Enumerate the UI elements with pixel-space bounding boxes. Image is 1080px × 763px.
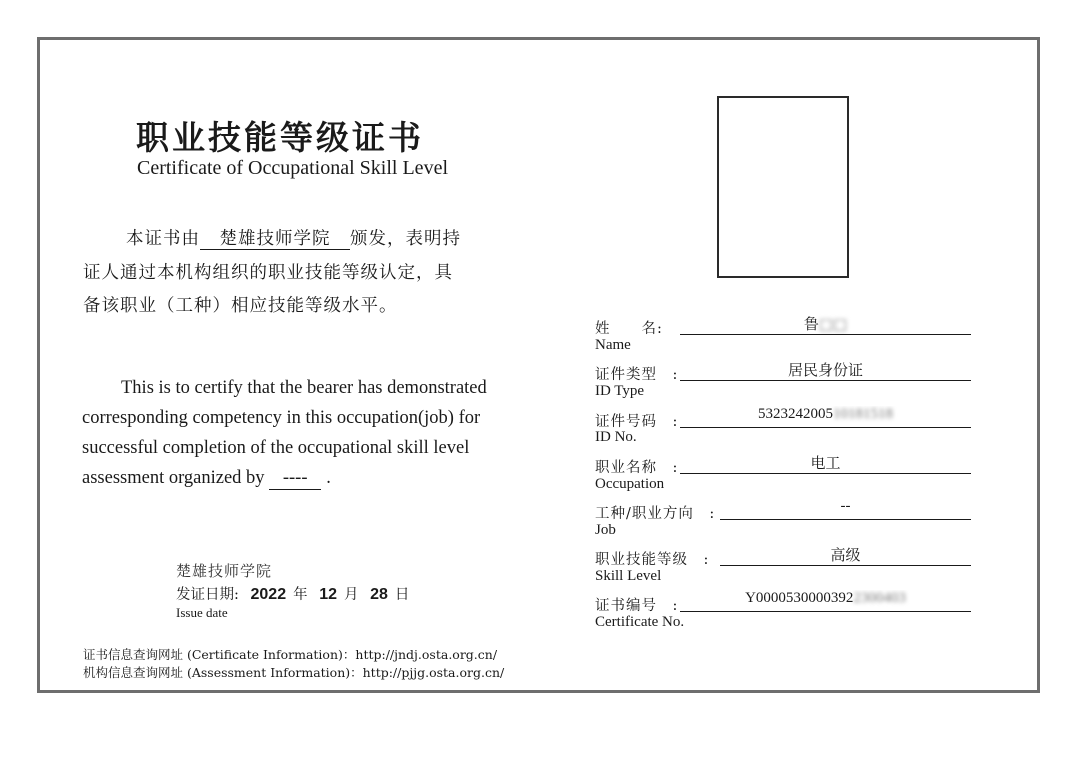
id-type-label-en: ID Type <box>595 383 645 399</box>
occupation-label-en: Occupation <box>595 476 665 492</box>
en-statement-line-2: corresponding competency in this occupation(job) for <box>82 408 481 428</box>
cert-no-value-visible: Y0000530000392 <box>745 590 854 606</box>
issue-date-year: 2022 <box>250 586 287 603</box>
issue-date-day: 28 <box>370 586 388 603</box>
assessment-info-url: 机构信息查询网址 (Assessment Information)：http://pjjg.osta.org.cn/ <box>83 665 505 680</box>
issuer-name: 楚雄技师学院 <box>176 562 273 580</box>
en-statement-line-1: This is to certify that the bearer has demonstrated <box>121 378 487 398</box>
skill-level-label-cn: 职业技能等级 : <box>595 552 710 568</box>
name-value <box>680 313 971 334</box>
certificate-title-en: Certificate of Occupational Skill Level <box>137 157 448 179</box>
occupation-value: 电工 <box>810 454 841 472</box>
en-statement-line-4 <box>82 468 331 490</box>
skill-level-value: 高级 <box>830 546 861 564</box>
name-value-visible: 鲁 <box>803 315 819 333</box>
id-no-label-cn: 证件号码 : <box>595 414 679 430</box>
name-value-redacted: □□ <box>818 315 848 333</box>
cert-no-label-en: Certificate No. <box>595 614 685 630</box>
skill-level-label-en: Skill Level <box>595 568 662 584</box>
cert-no-field <box>680 590 971 612</box>
id-no-value-redacted: 10181518 <box>833 406 893 422</box>
issue-date <box>176 583 409 604</box>
issue-date-month-unit: 月 <box>344 587 359 603</box>
job-label-en: Job <box>595 522 616 538</box>
issue-date-month: 12 <box>319 586 337 603</box>
en-statement-suffix: . <box>326 468 331 488</box>
issue-date-year-unit: 年 <box>293 587 308 603</box>
name-label-cn: 姓 名: <box>595 321 663 337</box>
name-label-en: Name <box>595 337 631 353</box>
issue-date-day-unit: 日 <box>394 587 410 603</box>
issue-date-label-en: Issue date <box>176 605 228 620</box>
id-type-label-cn: 证件类型 : <box>595 367 679 383</box>
job-label-cn: 工种/职业方向 : <box>595 506 716 522</box>
id-no-field <box>680 406 971 428</box>
photo-placeholder <box>717 96 849 278</box>
cert-no-value-redacted: 2300403 <box>853 590 906 606</box>
skill-level-field <box>720 547 971 566</box>
id-type-field <box>680 362 971 381</box>
cert-no-value <box>680 590 971 607</box>
cn-statement-line-3: 备该职业（工种）相应技能等级水平。 <box>83 296 398 316</box>
cn-statement-part1: 本证书由 <box>126 229 200 249</box>
cn-statement-issuer: 楚雄技师学院 <box>200 229 350 250</box>
id-no-value-visible: 5323242005 <box>758 406 833 422</box>
id-no-value <box>680 406 971 423</box>
job-field <box>720 498 971 520</box>
certificate-title-cn: 职业技能等级证书 <box>136 118 424 157</box>
certificate-info-url: 证书信息查询网址 (Certificate Information)：http://jndj.osta.org.cn/ <box>83 647 498 662</box>
cn-statement-line-2: 证人通过本机构组织的职业技能等级认定，具 <box>83 263 453 283</box>
id-type-value: 居民身份证 <box>787 361 863 379</box>
en-statement-line-3: successful completion of the occupational skill level <box>82 438 470 458</box>
certificate-frame <box>37 37 1040 693</box>
en-statement-organizer: ---- <box>269 468 321 490</box>
occupation-label-cn: 职业名称 : <box>595 460 679 476</box>
en-statement-prefix: assessment organized by <box>82 468 265 488</box>
occupation-field <box>680 455 971 474</box>
cn-statement-part2: 颁发，表明持 <box>350 229 461 249</box>
job-value: -- <box>840 498 851 514</box>
name-field <box>680 316 971 335</box>
id-no-label-en: ID No. <box>595 429 637 445</box>
cn-statement-line-1 <box>126 225 461 250</box>
cert-no-label-cn: 证书编号 : <box>595 598 679 614</box>
issue-date-label: 发证日期: <box>176 587 239 603</box>
